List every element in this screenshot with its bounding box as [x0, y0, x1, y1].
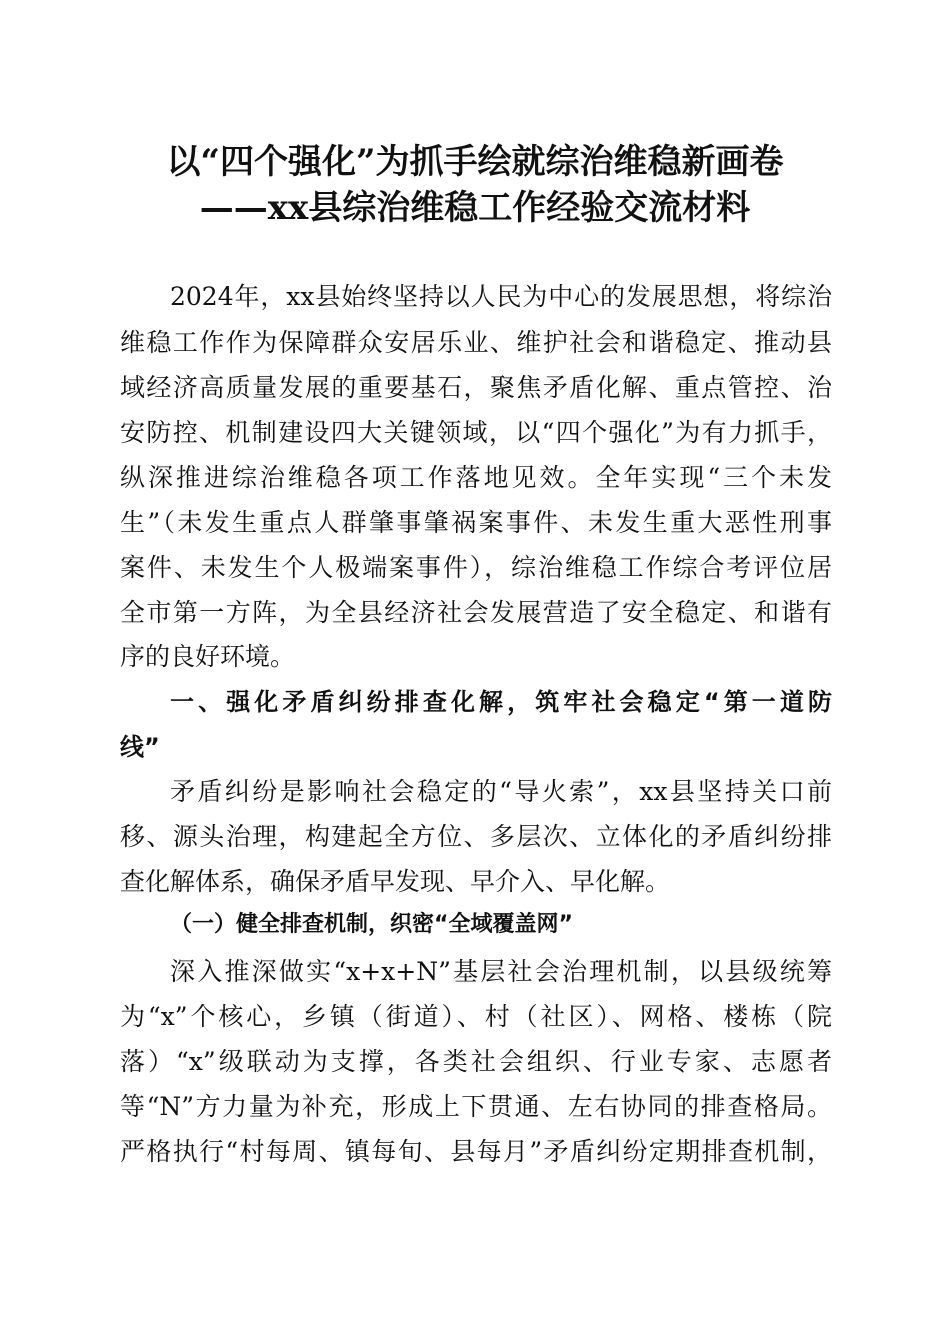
paragraph-line: 严格执行“村每周、镇每旬、县每月”矛盾纠纷定期排查机制， — [120, 1137, 832, 1166]
document-title: 以“四个强化”为抓手绘就综治维稳新画卷 — [166, 142, 784, 182]
paragraph-line: 深入推深做实“x+x+N”基层社会治理机制，以县级统筹 — [170, 957, 832, 986]
paragraph-line: 域经济高质量发展的重要基石，聚焦矛盾化解、重点管控、治 — [120, 373, 832, 402]
paragraph-line: 2024年，xx县始终坚持以人民为中心的发展思想，将综治 — [170, 282, 832, 311]
paragraph-line: 安防控、机制建设四大关键领域，以“四个强化”为有力抓手， — [120, 418, 832, 447]
document-subtitle: ——xx县综治维稳工作经验交流材料 — [199, 188, 751, 228]
section-heading: 线” — [120, 733, 160, 761]
paragraph-line: 等“N”方力量为补充，形成上下贯通、左右协同的排查格局。 — [120, 1092, 832, 1121]
paragraph-line: 纵深推进综治维稳各项工作落地见效。全年实现“三个未发 — [120, 463, 832, 492]
paragraph-line: 移、源头治理，构建起全方位、多层次、立体化的矛盾纠纷排 — [120, 822, 832, 851]
paragraph-line: 生”（未发生重点人群肇事肇祸案事件、未发生重大恶性刑事 — [120, 508, 832, 537]
subsection-heading: （一）健全排查机制，织密“全域覆盖网” — [170, 912, 573, 937]
paragraph-line: 案件、未发生个人极端案事件），综治维稳工作综合考评位居 — [120, 553, 832, 582]
paragraph-line: 维稳工作作为保障群众安居乐业、维护社会和谐稳定、推动县 — [120, 328, 832, 357]
paragraph-line: 查化解体系，确保矛盾早发现、早介入、早化解。 — [120, 867, 671, 896]
paragraph-line: 矛盾纠纷是影响社会稳定的“导火索”，xx县坚持关口前 — [170, 777, 832, 806]
section-heading: 一、强化矛盾纠纷排查化解，筑牢社会稳定“第一道防 — [170, 688, 832, 716]
paragraph-line: 落）“x”级联动为支撑，各类社会组织、行业专家、志愿者 — [120, 1047, 832, 1076]
paragraph-line: 全市第一方阵，为全县经济社会发展营造了安全稳定、和谐有 — [120, 598, 832, 627]
paragraph-line: 为“x”个核心，乡镇（街道）、村（社区）、网格、楼栋（院 — [120, 1002, 832, 1031]
paragraph-line: 序的良好环境。 — [120, 642, 296, 671]
